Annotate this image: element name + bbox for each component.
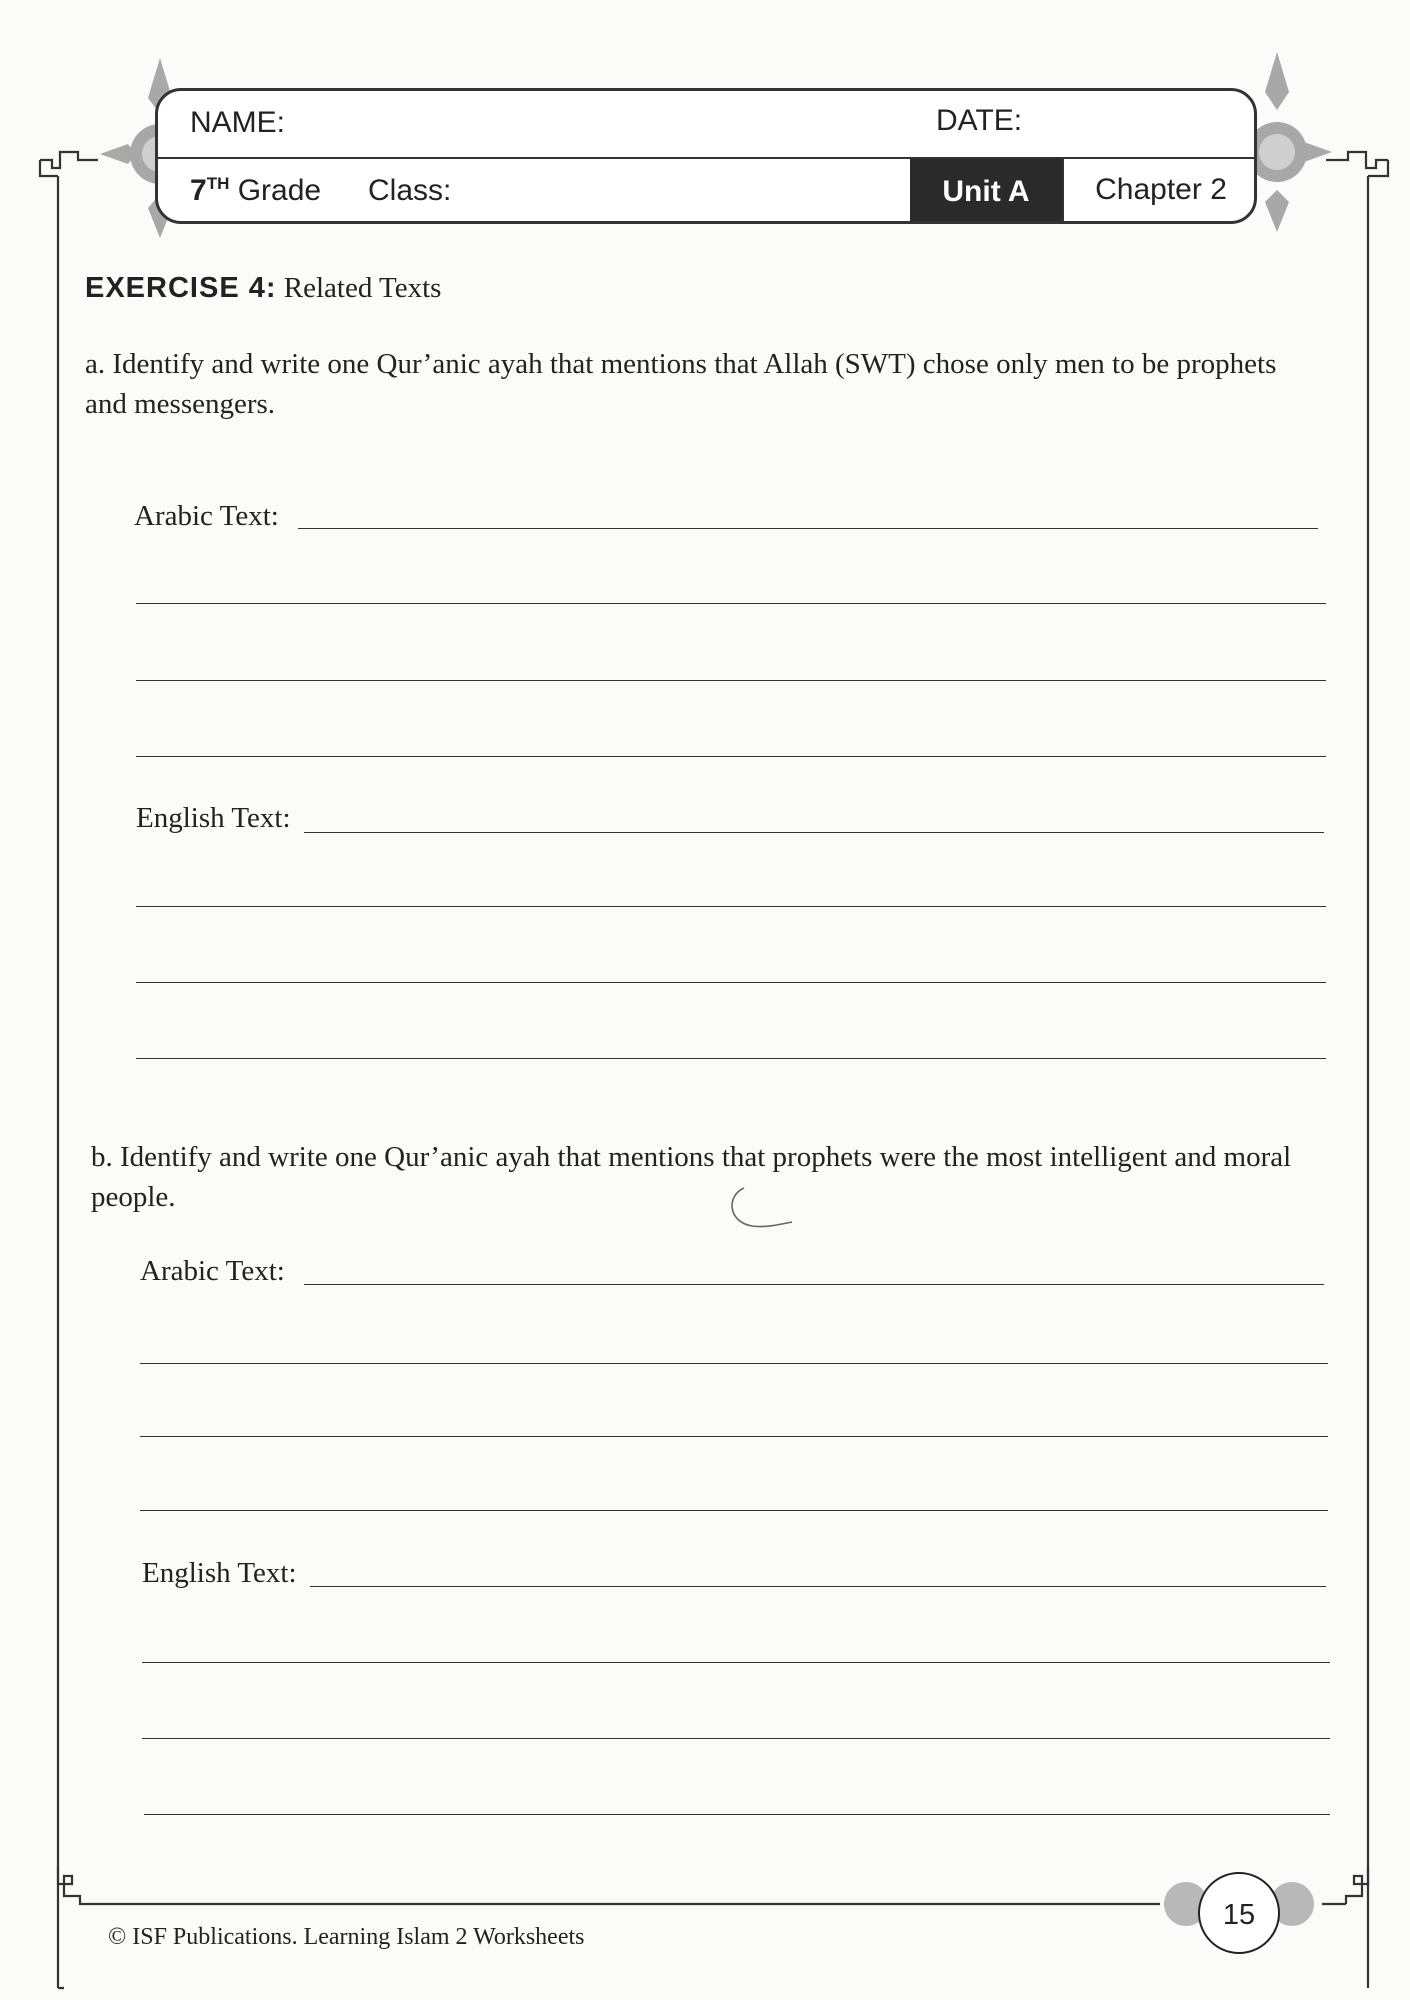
answer-line[interactable] (136, 756, 1326, 757)
header-box (155, 88, 1257, 224)
answer-line[interactable] (310, 1586, 1326, 1587)
answer-line[interactable] (140, 1436, 1328, 1437)
answer-line[interactable] (144, 1814, 1330, 1815)
answer-line[interactable] (140, 1510, 1328, 1511)
answer-line[interactable] (136, 982, 1326, 983)
answer-line[interactable] (142, 1662, 1330, 1663)
page-number: 15 (1198, 1872, 1280, 1954)
answer-line[interactable] (304, 1284, 1324, 1285)
question-a-arabic-label: Arabic Text: (134, 500, 279, 532)
answer-line[interactable] (136, 603, 1326, 604)
question-b-text: b. Identify and write one Qur’anic ayah that mentions that prophets were the most intelligent and moral people. (91, 1141, 1292, 1213)
unit-badge: Unit A (910, 159, 1062, 224)
header-row-class (158, 159, 1254, 224)
grade-number: 7 (190, 174, 207, 207)
answer-line[interactable] (136, 680, 1326, 681)
chapter-label: Chapter 2 (1062, 159, 1257, 224)
bleed-through-shadow (150, 1360, 1250, 1720)
answer-line[interactable] (136, 906, 1326, 907)
exercise-number: EXERCISE 4: (85, 272, 277, 304)
copyright-footer: © ISF Publications. Learning Islam 2 Worksheets (108, 1924, 585, 1950)
question-b-english-label: English Text: (142, 1557, 297, 1589)
grade-superscript: TH (206, 174, 230, 193)
answer-line[interactable] (298, 528, 1318, 529)
date-label: DATE: (936, 104, 1023, 137)
header-row-name (158, 91, 1254, 159)
pencil-mark-icon (722, 1182, 792, 1242)
answer-line[interactable] (140, 1363, 1328, 1364)
exercise-title (85, 272, 441, 305)
answer-line[interactable] (136, 1058, 1326, 1059)
question-b-arabic-label: Arabic Text: (140, 1255, 285, 1287)
grade-word: Grade (237, 174, 322, 207)
grade-label (190, 174, 321, 208)
answer-line[interactable] (304, 832, 1324, 833)
name-label: NAME: (190, 106, 286, 139)
exercise-name: Related Texts (283, 272, 442, 304)
answer-line[interactable] (142, 1738, 1330, 1739)
class-label: Class: (368, 174, 452, 207)
question-a-text: a. Identify and write one Qur’anic ayah that mentions that Allah (SWT) chose only men to be prophets and messengers. (85, 348, 1277, 420)
question-a-english-label: English Text: (136, 802, 291, 834)
